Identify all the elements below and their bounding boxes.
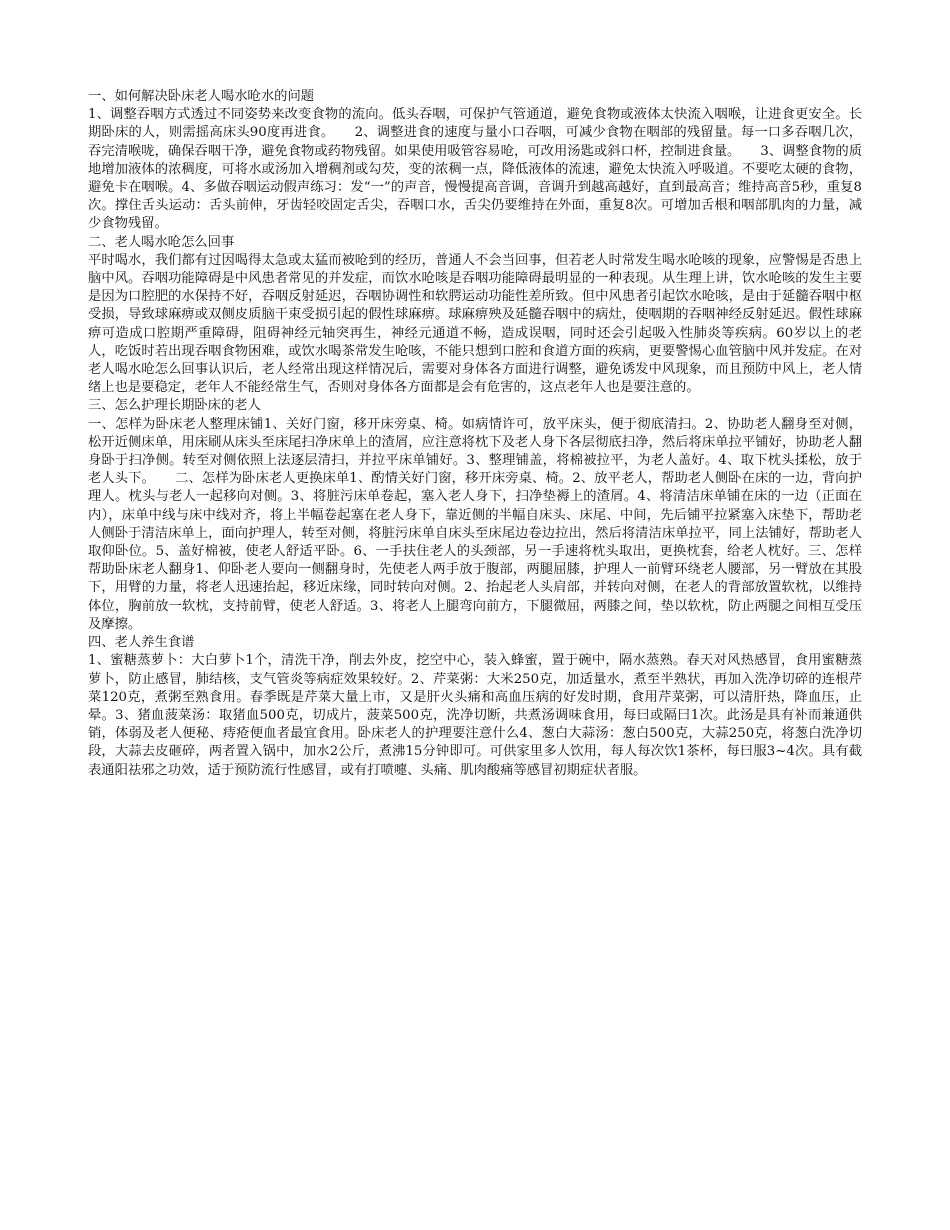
document-page [88,88,862,780]
section-paragraph: 平时喝水，我们都有过因喝得太急或太猛而被呛到的经历，普通人不会当回事，但若老人时常发生喝水呛咳的现象，应警惕是否患上脑中风。吞咽功能障碍是中风患者常见的并发症，而饮水呛咳是吞咽功能障碍最明显的一种表现。从生理上讲，饮水呛咳的发生主要是因为口腔肥的水保持不好，吞咽反射延迟，吞咽协调性和软腭运动功能性差所致。但中风患者引起饮水呛咳，是由于延髓吞咽中枢受损，导致球麻痹或双侧皮质脑干束受损引起的假性球麻痹。球麻痹殃及延髓吞咽中的病灶，使咽期的吞咽神经反射延迟。假性球麻痹可造成口腔期严重障碍，阻碍神经元轴突再生，神经元通道不畅，造成误咽，同时还会引起吸入性肺炎等疾病。60岁以上的老人，吃饭时若出现吞咽食物困难，或饮水喝茶常发生呛咳，不能只想到口腔和食道方面的疾病，更要警惕心血管脑中风并发症。在对老人喝水呛怎么回事认识后，老人经常出现这样情况后，需要对身体各方面进行调整，避免诱发中风现象，而且预防中风上，老人情绪上也是要稳定，老年人不能经常生气，否则对身体各方面都是会有危害的，这点老年人也是要注意的。 [88,252,862,396]
section-heading: 二、老人喝水呛怎么回事 [88,234,235,250]
section-paragraph: 1、调整吞咽方式透过不同姿势来改变食物的流向。低头吞咽，可保护气管通道，避免食物或液体太快流入咽喉，让进食更安全。长期卧床的人，则需摇高床头90度再进食。 2、调整进食的速度与量小口吞咽，可减少食物在咽部的残留量。每一口多吞咽几次，吞完清喉咙，确保吞咽干净，避免食物或药物残留。如果使用吸管容易呛，可改用汤匙或斜口杯，控制进食量。 3、调整食物的质地增加液体的浓稠度，可将水或汤加入增稠剂或勾芡，变的浓稠一点，降低液体的流速，避免太快流入呼吸道。不要吃太硬的食物，避免卡在咽喉。4、多做吞咽运动假声练习：发“一”的声音，慢慢提高音调，音调升到越高越好，直到最高音；维持高音5秒，重复8次。撑住舌头运动：舌头前伸，牙齿轻咬固定舌尖，吞咽口水，舌尖仍要维持在外面，重复8次。可增加舌根和咽部肌肉的力量，减少食物残留。 [88,107,862,232]
section-paragraph: 一、怎样为卧床老人整理床铺1、关好门窗，移开床旁桌、椅。如病情许可，放平床头，便于彻底清扫。2、协助老人翻身至对侧，松开近侧床单，用床刷从床头至床尾扫净床单上的渣屑，应注意将枕下及老人身下各层彻底扫净，然后将床单拉平铺好，协助老人翻身卧于扫净侧。转至对侧依照上法逐层清扫，并拉平床单铺好。3、整理铺盖，将棉被拉平，为老人盖好。4、取下枕头揉松，放于老人头下。 二、怎样为卧床老人更换床单1、酌情关好门窗，移开床旁桌、椅。2、放平老人，帮助老人侧卧在床的一边，背向护理人。枕头与老人一起移向对侧。3、将脏污床单卷起，塞入老人身下，扫净垫褥上的渣屑。4、将清洁床单铺在床的一边（正面在内），床单中线与床中线对齐，将上半幅卷起塞在老人身下，靠近侧的半幅自床头、床尾、中间，先后铺平拉紧塞入床垫下，帮助老人侧卧于清洁床单上，面向护理人，转至对侧，将脏污床单自床头至床尾边卷边拉出，然后将清洁床单拉平，同上法铺好，帮助老人取仰卧位。5、盖好棉被，使老人舒适平卧。6、一手扶住老人的头颈部，另一手速将枕头取出，更换枕套，给老人枕好。三、怎样帮助卧床老人翻身1、仰卧老人要向一侧翻身时，先使老人两手放于腹部，两腿屈膝，护理人一前臂环绕老人腰部，另一臂放在其股下，用臂的力量，将老人迅速抬起，移近床缘，同时转向对侧。2、抬起老人头肩部，并转向对侧，在老人的背部放置软枕，以维持体位，胸前放一软枕，支持前臂，使老人舒适。3、将老人上腿弯向前方，下腿微屈，两膝之间，垫以软枕，防止两腿之间相互受压及摩擦。 [88,416,862,632]
section-heading: 三、怎么护理长期卧床的老人 [88,398,261,414]
section-heading: 四、老人养生食谱 [88,635,195,651]
section-paragraph: 1、蜜糖蒸萝卜：大白萝卜1个，清洗干净，削去外皮，挖空中心，装入蜂蜜，置于碗中，隔水蒸熟。春天对风热感冒，食用蜜糖蒸萝卜，防止感冒，肺结核，支气管炎等病症效果较好。2、芹菜粥：大米250克，加适量水，煮至半熟状，再加入洗净切碎的连根芹菜120克，煮粥至熟食用。春季既是芹菜大量上市，又是肝火头痛和高血压病的好发时期，食用芹菜粥，可以清肝热，降血压，止晕。3、猪血菠菜汤：取猪血500克，切成片，菠菜500克，洗净切断，共煮汤调味食用，每曰或隔曰1次。此汤是具有补而兼通供销，体弱及老人便秘、痔疮便血者最宜食用。卧床老人的护理要注意什么4、葱白大蒜汤：葱白500克，大蒜250克，将葱白洗净切段，大蒜去皮砸碎，两者置入锅中，加水2公斤，煮沸15分钟即可。可供家里多人饮用，每人每次饮1茶杯，每曰服3~4次。具有截表通阳祛邪之功效，适于预防流行性感冒，或有打喷嚏、头痛、肌肉酸痛等感冒初期症状者服。 [88,653,862,778]
section-heading: 一、如何解决卧床老人喝水呛水的问题 [88,89,315,104]
